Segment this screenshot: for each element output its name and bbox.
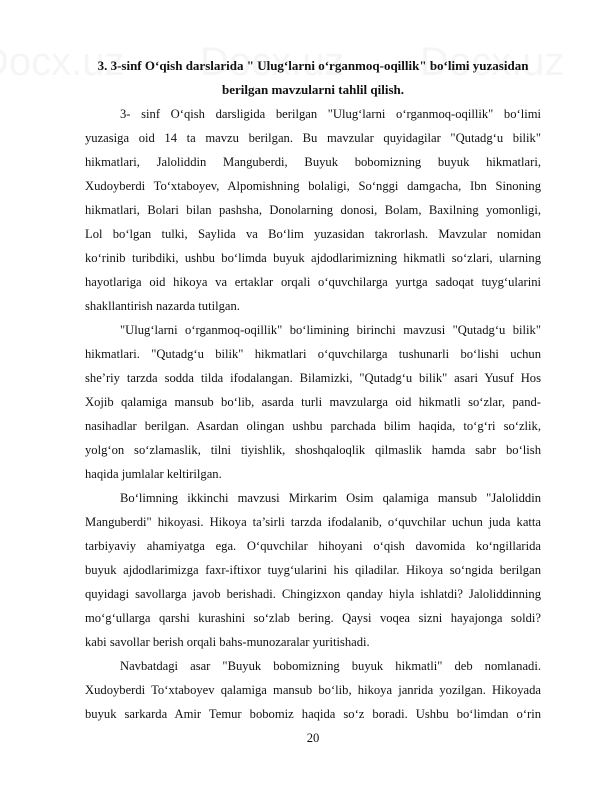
- text-line: buyuk sarkarda Amir Temur bobomiz haqida so‘z boradi. Ushbu bo‘limdan o‘rin: [85, 707, 541, 721]
- text-line: quyidagi savollarga javob berishadi. Chingizxon qanday hiyla ishlatdi? Jaloliddinning: [85, 587, 541, 601]
- text-line: she’riy tarzda sodda tilda ifodalangan. Bilamizki, "Qutadg‘u bilik" asari Yusuf Hos: [85, 371, 541, 385]
- paragraph: [85, 486, 541, 654]
- text-line: tarbiyaviy ahamiyatga ega. O‘quvchilar hihoyani o‘qish davomida ko‘ngillarida: [85, 539, 541, 553]
- text-line: Xudoyberdi To‘xtaboyev, Alpomishning bolaligi, So‘nggi damgacha, Ibn Sinoning: [85, 179, 541, 193]
- text-line: Manguberdi" hikoyasi. Hikoya ta’sirli tarzda ifodalanib, o‘quvchilar uchun juda katta: [85, 515, 541, 529]
- text-line: Xojib qalamiga mansub bo‘lib, asarda turli mavzularga oid hikmatli so‘zlar, pand-: [85, 395, 541, 409]
- text-line: Lol bo‘lgan tulki, Saylida va Bo‘lim yuzasidan takrorlash. Mavzular nomidan: [85, 227, 541, 241]
- text-line: kabi savollar berish orqali bahs-munozaralar yuritishadi.: [85, 635, 370, 649]
- document-body: [85, 102, 541, 726]
- text-line: yolg‘on so‘zlamaslik, tilni tiyishlik, shoshqaloqlik qilmaslik hamda sabr bo‘lish: [85, 443, 541, 457]
- text-line: Xudoyberdi To‘xtaboyev qalamiga mansub bo‘lib, hikoya janrida yozilgan. Hikoyada: [85, 683, 541, 697]
- section-heading-line: 3. 3-sinf O‘qish darslarida " Ulug‘larni o‘rganmoq-oqillik" bo‘limi yuzasidan: [97, 58, 529, 73]
- section-heading-line: berilgan mavzularni tahlil qilish.: [221, 82, 405, 97]
- page-number: 20: [306, 731, 320, 745]
- text-line: haqida jumlalar keltirilgan.: [85, 467, 222, 481]
- text-line: yuzasiga oid 14 ta mavzu berilgan. Bu mavzular quyidagilar "Qutadg‘u bilik": [85, 131, 541, 145]
- text-line: Navbatdagi asar "Buyuk bobomizning buyuk hikmatli" deb nomlanadi.: [120, 659, 541, 673]
- text-line: hayotlariga oid hikoya va ertaklar orqali o‘quvchilarga yurtga sadoqat tuyg‘ularini: [85, 275, 541, 289]
- text-line: ko‘rinib turibdiki, ushbu bo‘limda buyuk ajdodlarimizning hikmatli so‘zlari, ularning: [85, 251, 541, 265]
- text-line: nasihadlar berilgan. Asardan olingan ushbu parchada bilim haqida, to‘g‘ri so‘zlik,: [85, 419, 541, 433]
- text-line: hikmatlari. "Qutadg‘u bilik" hikmatlari o‘quvchilarga tushunarli bo‘lishi uchun: [85, 347, 541, 361]
- text-line: hikmatlari, Jaloliddin Manguberdi, Buyuk bobomizning buyuk hikmatlari,: [85, 155, 541, 169]
- paragraph: [85, 654, 541, 726]
- text-line: Bo‘limning ikkinchi mavzusi Mirkarim Osim qalamiga mansub "Jaloliddin: [120, 491, 541, 505]
- text-line: mo‘g‘ullarga qarshi kurashini so‘zlab bering. Qaysi voqea sizni hayajonga soldi?: [85, 611, 541, 625]
- text-line: hikmatlari, Bolari bilan pashsha, Donolarning donosi, Bolam, Baxilning yomonligi,: [85, 203, 541, 217]
- text-line: shakllantirish nazarda tutilgan.: [85, 299, 240, 313]
- document-page: [85, 54, 541, 750]
- paragraph: [85, 102, 541, 318]
- text-line: "Ulug‘larni o‘rganmoq-oqillik" bo‘limining birinchi mavzusi "Qutadg‘u bilik": [120, 323, 541, 337]
- paragraph: [85, 318, 541, 486]
- text-line: 3- sinf O‘qish darsligida berilgan "Ulug‘larni o‘rganmoq-oqillik" bo‘limi: [120, 107, 541, 121]
- text-line: buyuk ajdodlarimizga faxr-iftixor tuyg‘ularini his qiladilar. Hikoya so‘ngida berilgan: [85, 563, 541, 577]
